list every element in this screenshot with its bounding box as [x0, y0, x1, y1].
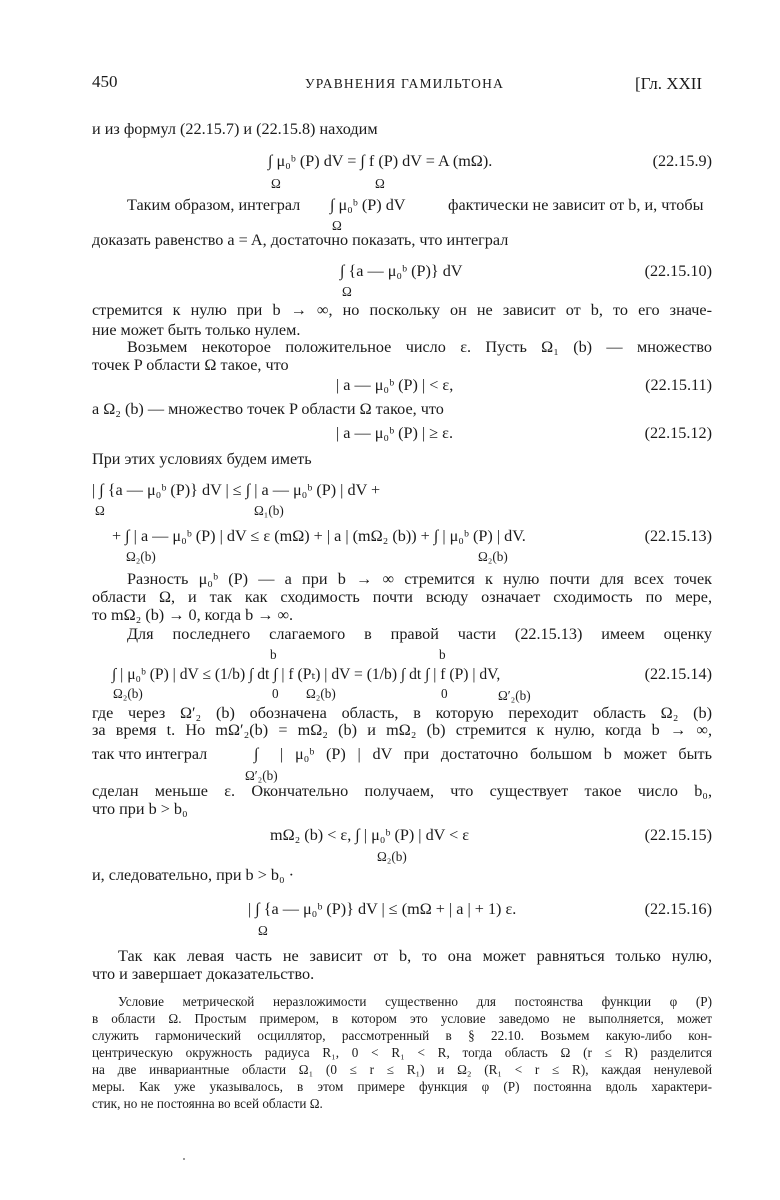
text-line: точек P области Ω такое, что: [92, 356, 289, 374]
equation-number: (22.15.14): [644, 665, 712, 683]
text-line: а Ω₂ (b) — множество точек P области Ω такое, что: [92, 400, 444, 418]
equation-number: (22.15.9): [652, 152, 712, 170]
text-line: При этих условиях будем иметь: [92, 450, 312, 468]
equation-22-15-11: | a — μ₀ᵇ (P) | < ε,: [336, 376, 454, 394]
equation-22-15-13-part2: + ∫ | a — μ₀ᵇ (P) | dV ≤ ε (mΩ) + | a | (mΩ₂ (b)) + ∫ | μ₀ᵇ (P) | dV.: [112, 527, 526, 545]
text-line: и, следовательно, при b > b₀ ·: [92, 866, 295, 884]
limit-label: Ω₁(b): [254, 503, 284, 518]
limit-label: Ω: [258, 923, 268, 938]
equation-22-15-14: ∫ | μ₀ᵇ (P) | dV ≤ (1/b) ∫ dt ∫ | f (Pₜ) | dV = (1/b) ∫ dt ∫ | f (P) | dV,: [112, 666, 501, 683]
limit-label: Ω₂(b): [306, 686, 336, 701]
text-line: области Ω, и так как сходимость почти всюду означает сходимость по мере,: [92, 588, 712, 606]
equation-22-15-16: | ∫ {a — μ₀ᵇ (P)} dV | ≤ (mΩ + | a | + 1) ε.: [248, 900, 517, 918]
limit-label: Ω₂(b): [113, 686, 143, 701]
footnote-line: стик, но не постоянна во всей области Ω.: [92, 1096, 323, 1111]
footnote-line: служить гармонический осциллятор, рассмотренный в § 22.10. Возьмем какую-либо кон-: [92, 1028, 712, 1043]
text-line: где через Ω′₂ (b) обозначена область, в которую переходит область Ω₂ (b): [92, 704, 712, 722]
text-line: сделан меньше ε. Окончательно получаем, что существует такое число b₀,: [92, 782, 712, 800]
inline-integral: ∫ μ₀ᵇ (P) dV: [330, 196, 406, 214]
text-line: за время t. Но mΩ′₂(b) = mΩ₂ (b) и mΩ₂ (b) стремится к нулю, когда b → ∞,: [92, 721, 712, 739]
equation-number: (22.15.13): [644, 527, 712, 545]
limit-label: Ω: [332, 218, 342, 233]
text-line: доказать равенство a = A, достаточно показать, что интеграл: [92, 231, 509, 249]
text-line: Так как левая часть не зависит от b, то она может равняться только нулю,: [118, 947, 712, 965]
text-line: стремится к нулю при b → ∞, но поскольку он не зависит от b, то его значе-: [92, 301, 712, 319]
limit-label: Ω: [271, 176, 281, 191]
scan-speck: [183, 1158, 185, 1160]
limit-label: b: [439, 647, 446, 662]
footnote-line: в области Ω. Простым примером, в котором это условие заведомо не выполняется, может: [92, 1011, 712, 1026]
text-line: что и завершает доказательство.: [92, 965, 315, 983]
equation-number: (22.15.12): [644, 424, 712, 442]
limit-label: Ω′₂(b): [245, 768, 278, 783]
text-line: | μ₀ᵇ (P) | dV при достаточно большом b может быть: [280, 745, 712, 763]
chapter-label: [Гл. XXII: [635, 74, 703, 93]
text-line: ние может быть только нулем.: [92, 321, 301, 339]
text-line: фактически не зависит от b, и, чтобы: [448, 196, 704, 214]
running-title: УРАВНЕНИЯ ГАМИЛЬТОНА: [305, 76, 505, 91]
limit-label: Ω₂(b): [377, 849, 407, 864]
text-line: так что интеграл: [92, 745, 208, 763]
equation-number: (22.15.10): [644, 262, 712, 280]
inline-integral-sign: ∫: [254, 745, 259, 763]
limit-label: Ω: [95, 503, 105, 518]
text-line: Для последнего слагаемого в правой части (22.15.13) имеем оценку: [127, 625, 712, 643]
page-number: 450: [92, 72, 118, 91]
equation-22-15-9: ∫ μ₀ᵇ (P) dV = ∫ f (P) dV = A (mΩ).: [268, 152, 493, 170]
footnote-line: Условие метрической неразложимости существенно для постоянства функции φ (P): [118, 994, 712, 1009]
equation-22-15-10: ∫ {a — μ₀ᵇ (P)} dV: [340, 262, 463, 280]
limit-label: 0: [441, 686, 448, 701]
limit-label: 0: [272, 686, 279, 701]
text-line: и из формул (22.15.7) и (22.15.8) находим: [92, 120, 378, 138]
limit-label: Ω₂(b): [126, 549, 156, 564]
limit-label: Ω′₂(b): [498, 688, 531, 703]
text-line: что при b > b₀: [92, 800, 188, 818]
equation-number: (22.15.15): [644, 826, 712, 844]
equation-22-15-12: | a — μ₀ᵇ (P) | ≥ ε.: [336, 424, 454, 442]
footnote-line: на две инвариантные области Ω₁ (0 ≤ r ≤ R₁) и Ω₂ (R₁ < r ≤ R), каждая ненулевой: [92, 1062, 712, 1077]
text-line: то mΩ₂ (b) → 0, когда b → ∞.: [92, 606, 294, 624]
equation-number: (22.15.11): [645, 376, 712, 394]
equation-22-15-15: mΩ₂ (b) < ε, ∫ | μ₀ᵇ (P) | dV < ε: [270, 826, 470, 844]
limit-label: Ω₂(b): [478, 549, 508, 564]
limit-label: b: [270, 647, 277, 662]
text-line: Разность μ₀ᵇ (P) — a при b → ∞ стремится к нулю почти для всех точек: [127, 570, 712, 588]
text-line: Таким образом, интеграл: [127, 196, 301, 214]
limit-label: Ω: [375, 176, 385, 191]
equation-number: (22.15.16): [644, 900, 712, 918]
footnote-line: меры. Как уже указывалось, в этом примере функция φ (P) постоянна вдоль характери-: [92, 1079, 712, 1094]
text-line: Возьмем некоторое положительное число ε. Пусть Ω₁ (b) — множество: [127, 338, 712, 356]
equation-22-15-13-part1: | ∫ {a — μ₀ᵇ (P)} dV | ≤ ∫ | a — μ₀ᵇ (P) | dV +: [92, 481, 381, 499]
footnote-line: центрическую окружность радиуса R₁, 0 < R₁ < R, тогда область Ω (r ≤ R) разделится: [92, 1045, 712, 1060]
limit-label: Ω: [342, 284, 352, 299]
